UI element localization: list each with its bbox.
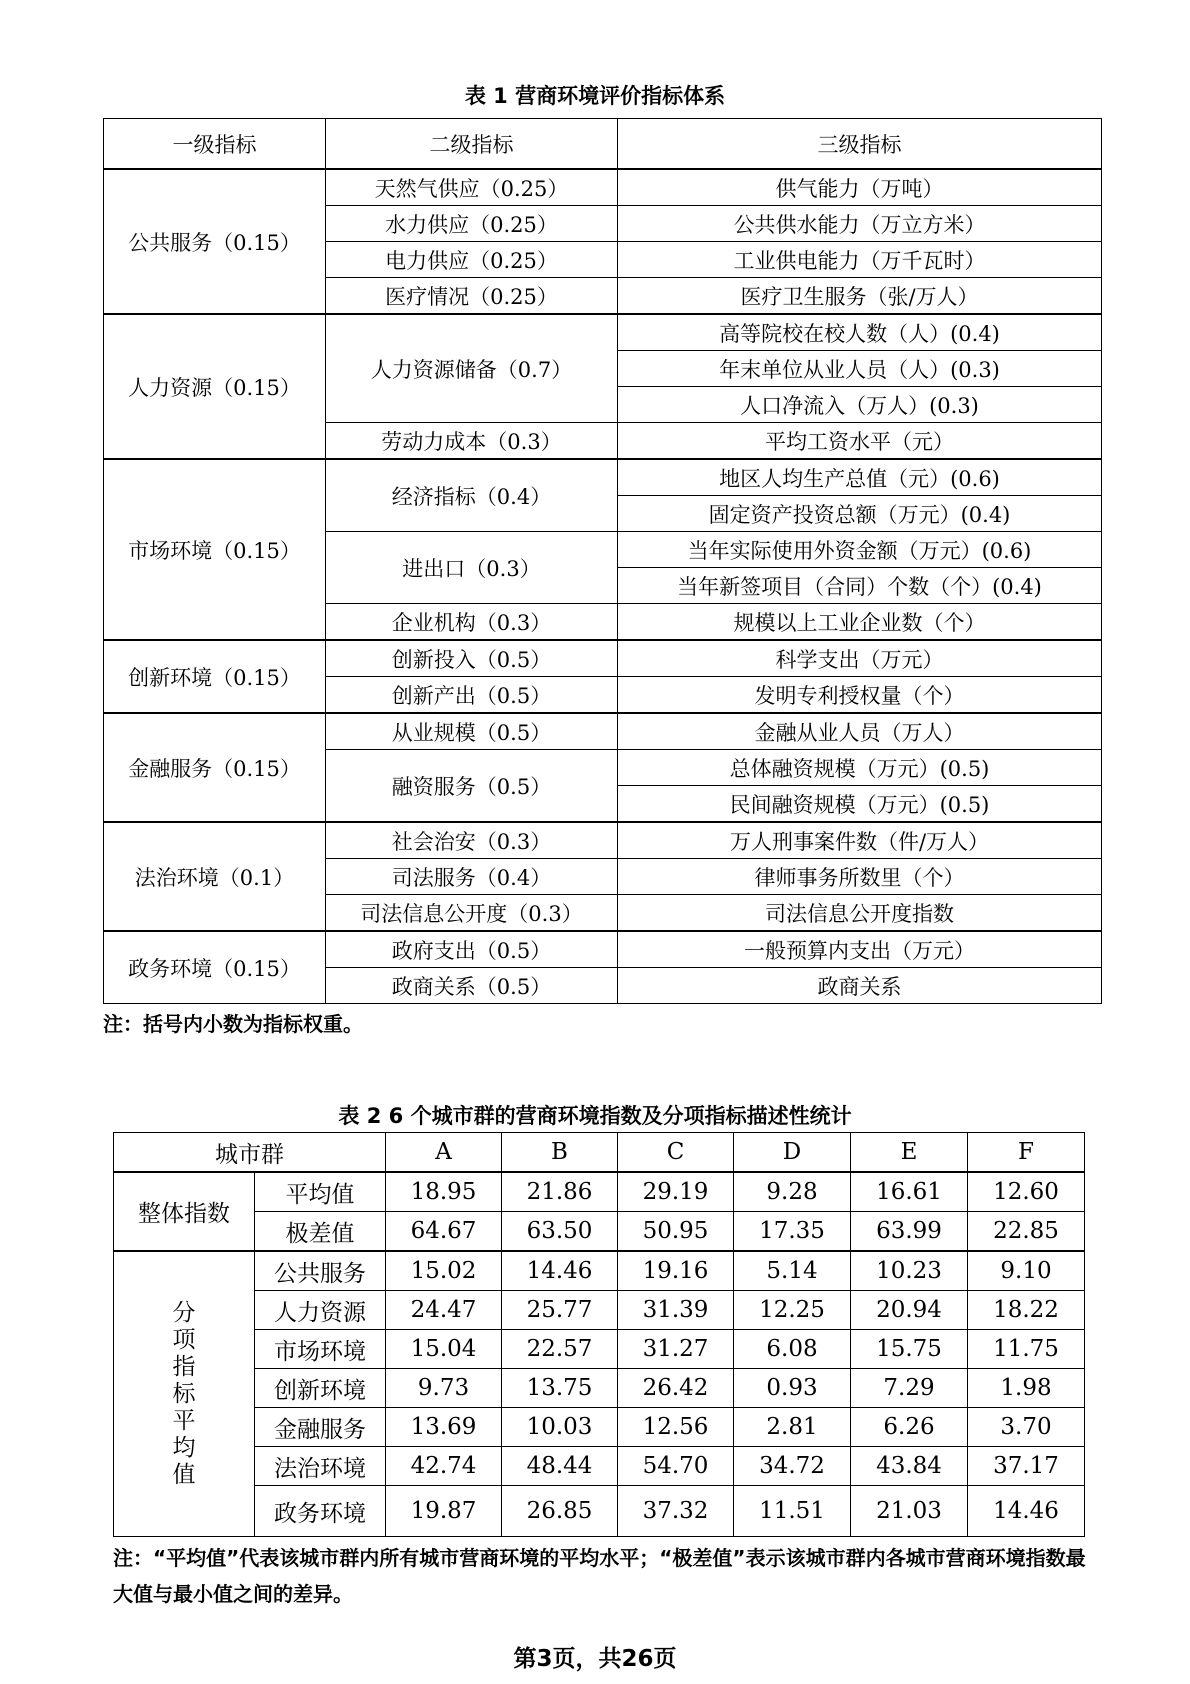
value-cell: 1.98	[968, 1369, 1085, 1408]
level3-indicator: 发明专利授权量（个）	[618, 677, 1102, 714]
table-row	[104, 169, 1102, 206]
level1-indicator: 法治环境（0.1）	[104, 822, 326, 931]
cluster-column-header: C	[618, 1133, 734, 1173]
value-cell: 9.10	[968, 1251, 1085, 1291]
value-cell: 11.51	[734, 1486, 851, 1537]
level1-indicator: 金融服务（0.15）	[104, 713, 326, 822]
level3-indicator: 当年新签项目（合同）个数（个）(0.4)	[618, 568, 1102, 604]
table-row	[114, 1251, 1085, 1291]
level3-indicator: 平均工资水平（元）	[618, 423, 1102, 460]
table1-title: 表 1 营商环境评价指标体系	[464, 84, 726, 108]
level3-indicator: 金融从业人员（万人）	[618, 713, 1102, 750]
city-cluster-stats-table	[113, 1132, 1085, 1537]
level2-indicator: 电力供应（0.25）	[326, 242, 618, 278]
row-group-label-text: 分项指标平均值	[172, 1299, 196, 1488]
level2-indicator: 人力资源储备（0.7）	[326, 314, 618, 423]
table-row	[114, 1447, 1085, 1486]
value-cell: 42.74	[386, 1447, 502, 1486]
value-cell: 26.85	[502, 1486, 618, 1537]
level3-indicator: 规模以上工业企业数（个）	[618, 604, 1102, 641]
level2-indicator: 司法信息公开度（0.3）	[326, 895, 618, 932]
value-cell: 19.16	[618, 1251, 734, 1291]
value-cell: 22.85	[968, 1212, 1085, 1252]
level2-indicator: 企业机构（0.3）	[326, 604, 618, 641]
level3-indicator: 年末单位从业人员（人）(0.3)	[618, 351, 1102, 387]
level3-indicator: 一般预算内支出（万元）	[618, 931, 1102, 968]
level2-indicator: 医疗情况（0.25）	[326, 278, 618, 315]
value-cell: 26.42	[618, 1369, 734, 1408]
level3-indicator: 固定资产投资总额（万元）(0.4)	[618, 496, 1102, 532]
row-name: 创新环境	[255, 1369, 386, 1408]
table-row	[114, 1486, 1085, 1537]
level2-indicator: 政商关系（0.5）	[326, 968, 618, 1004]
page-footer: 第3页，共26页	[513, 1646, 677, 1672]
table1-note: 注：括号内小数为指标权重。	[103, 1012, 363, 1036]
value-cell: 6.26	[851, 1408, 968, 1447]
level2-indicator: 政府支出（0.5）	[326, 931, 618, 968]
level1-indicator: 市场环境（0.15）	[104, 459, 326, 640]
level3-indicator: 科学支出（万元）	[618, 640, 1102, 677]
value-cell: 12.56	[618, 1408, 734, 1447]
level3-indicator: 万人刑事案件数（件/万人）	[618, 822, 1102, 859]
level2-indicator: 融资服务（0.5）	[326, 750, 618, 823]
value-cell: 15.04	[386, 1330, 502, 1369]
level3-indicator: 总体融资规模（万元）(0.5)	[618, 750, 1102, 786]
indicator-system-table	[103, 118, 1102, 1004]
value-cell: 14.46	[502, 1251, 618, 1291]
level3-indicator: 工业供电能力（万千瓦时）	[618, 242, 1102, 278]
value-cell: 31.27	[618, 1330, 734, 1369]
table-header-row	[114, 1133, 1085, 1173]
level3-indicator: 医疗卫生服务（张/万人）	[618, 278, 1102, 315]
value-cell: 6.08	[734, 1330, 851, 1369]
value-cell: 31.39	[618, 1291, 734, 1330]
table-row	[104, 640, 1102, 677]
table-header-row	[104, 119, 1102, 170]
level2-indicator: 从业规模（0.5）	[326, 713, 618, 750]
level3-indicator: 民间融资规模（万元）(0.5)	[618, 786, 1102, 823]
value-cell: 63.99	[851, 1212, 968, 1252]
row-name: 极差值	[255, 1212, 386, 1252]
value-cell: 0.93	[734, 1369, 851, 1408]
cluster-column-header: E	[851, 1133, 968, 1173]
table-row	[104, 931, 1102, 968]
row-name: 政务环境	[255, 1486, 386, 1537]
level2-indicator: 劳动力成本（0.3）	[326, 423, 618, 460]
level2-indicator: 水力供应（0.25）	[326, 206, 618, 242]
value-cell: 29.19	[618, 1172, 734, 1212]
value-cell: 21.86	[502, 1172, 618, 1212]
row-name: 金融服务	[255, 1408, 386, 1447]
level1-indicator: 公共服务（0.15）	[104, 169, 326, 314]
table-row	[104, 822, 1102, 859]
row-name: 公共服务	[255, 1251, 386, 1291]
value-cell: 34.72	[734, 1447, 851, 1486]
value-cell: 64.67	[386, 1212, 502, 1252]
level2-indicator: 创新投入（0.5）	[326, 640, 618, 677]
value-cell: 18.95	[386, 1172, 502, 1212]
table2-note: 注：“平均值”代表该城市群内所有城市营商环境的平均水平；“极差值”表示该城市群内各城市营商环境指数最大值与最小值之间的差异。	[113, 1546, 1086, 1606]
column-header: 三级指标	[618, 119, 1102, 170]
level3-indicator: 公共供水能力（万立方米）	[618, 206, 1102, 242]
value-cell: 22.57	[502, 1330, 618, 1369]
level3-indicator: 律师事务所数里（个）	[618, 859, 1102, 895]
value-cell: 37.17	[968, 1447, 1085, 1486]
table-row	[114, 1212, 1085, 1252]
value-cell: 37.32	[618, 1486, 734, 1537]
level1-indicator: 人力资源（0.15）	[104, 314, 326, 459]
row-name: 平均值	[255, 1172, 386, 1212]
value-cell: 14.46	[968, 1486, 1085, 1537]
value-cell: 12.25	[734, 1291, 851, 1330]
cluster-column-header: D	[734, 1133, 851, 1173]
level3-indicator: 人口净流入（万人）(0.3)	[618, 387, 1102, 423]
value-cell: 50.95	[618, 1212, 734, 1252]
city-cluster-header: 城市群	[114, 1133, 386, 1173]
value-cell: 15.02	[386, 1251, 502, 1291]
level3-indicator: 供气能力（万吨）	[618, 169, 1102, 206]
level2-indicator: 经济指标（0.4）	[326, 459, 618, 532]
table-row	[114, 1408, 1085, 1447]
value-cell: 19.87	[386, 1486, 502, 1537]
value-cell: 7.29	[851, 1369, 968, 1408]
value-cell: 18.22	[968, 1291, 1085, 1330]
value-cell: 2.81	[734, 1408, 851, 1447]
value-cell: 9.28	[734, 1172, 851, 1212]
level3-indicator: 高等院校在校人数（人）(0.4)	[618, 314, 1102, 351]
value-cell: 48.44	[502, 1447, 618, 1486]
table-row	[114, 1291, 1085, 1330]
value-cell: 54.70	[618, 1447, 734, 1486]
value-cell: 16.61	[851, 1172, 968, 1212]
value-cell: 13.69	[386, 1408, 502, 1447]
table-row	[114, 1330, 1085, 1369]
level3-indicator: 地区人均生产总值（元）(0.6)	[618, 459, 1102, 496]
value-cell: 25.77	[502, 1291, 618, 1330]
cluster-column-header: B	[502, 1133, 618, 1173]
row-name: 人力资源	[255, 1291, 386, 1330]
row-group-label: 整体指数	[114, 1172, 255, 1251]
cluster-column-header: F	[968, 1133, 1085, 1173]
column-header: 二级指标	[326, 119, 618, 170]
row-name: 市场环境	[255, 1330, 386, 1369]
level2-indicator: 进出口（0.3）	[326, 532, 618, 604]
level2-indicator: 社会治安（0.3）	[326, 822, 618, 859]
value-cell: 17.35	[734, 1212, 851, 1252]
level2-indicator: 司法服务（0.4）	[326, 859, 618, 895]
row-name: 法治环境	[255, 1447, 386, 1486]
table-row	[114, 1172, 1085, 1212]
value-cell: 10.23	[851, 1251, 968, 1291]
row-group-label	[114, 1251, 255, 1537]
table-row	[104, 713, 1102, 750]
level3-indicator: 政商关系	[618, 968, 1102, 1004]
value-cell: 15.75	[851, 1330, 968, 1369]
value-cell: 12.60	[968, 1172, 1085, 1212]
column-header: 一级指标	[104, 119, 326, 170]
level3-indicator: 当年实际使用外资金额（万元）(0.6)	[618, 532, 1102, 568]
table-row	[114, 1369, 1085, 1408]
level2-indicator: 创新产出（0.5）	[326, 677, 618, 714]
table2-title: 表 2 6 个城市群的营商环境指数及分项指标描述性统计	[338, 1104, 852, 1128]
level1-indicator: 创新环境（0.15）	[104, 640, 326, 713]
value-cell: 20.94	[851, 1291, 968, 1330]
value-cell: 9.73	[386, 1369, 502, 1408]
level3-indicator: 司法信息公开度指数	[618, 895, 1102, 932]
value-cell: 24.47	[386, 1291, 502, 1330]
value-cell: 13.75	[502, 1369, 618, 1408]
value-cell: 5.14	[734, 1251, 851, 1291]
value-cell: 11.75	[968, 1330, 1085, 1369]
cluster-column-header: A	[386, 1133, 502, 1173]
table-row	[104, 459, 1102, 496]
table-row	[104, 314, 1102, 351]
value-cell: 43.84	[851, 1447, 968, 1486]
value-cell: 10.03	[502, 1408, 618, 1447]
level1-indicator: 政务环境（0.15）	[104, 931, 326, 1004]
value-cell: 63.50	[502, 1212, 618, 1252]
value-cell: 21.03	[851, 1486, 968, 1537]
value-cell: 3.70	[968, 1408, 1085, 1447]
level2-indicator: 天然气供应（0.25）	[326, 169, 618, 206]
